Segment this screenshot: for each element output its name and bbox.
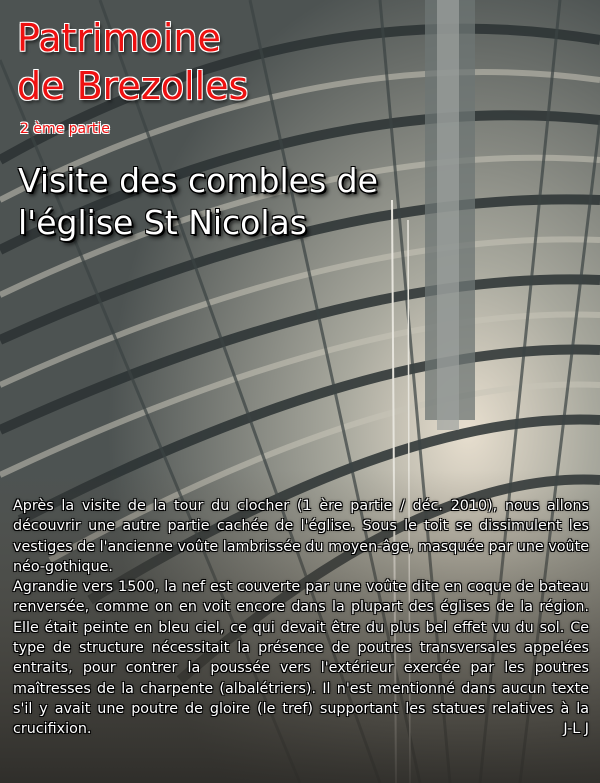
page-title xyxy=(17,14,248,110)
headline-line-1: Visite des combles de xyxy=(18,161,378,200)
article-paragraph-2 xyxy=(13,577,589,739)
article-headline xyxy=(18,160,458,244)
author-signature: J-L J xyxy=(563,721,589,738)
article-paragraph-1: Après la visite de la tour du clocher (1 ère partie / déc. 2010), nous allons découvrir une autre partie cachée de l'église. Sous le toit se dissimulent les vestiges de l'ancienne voûte lambrissée du moyen-âge, masquée par une voûte néo-gothique. xyxy=(13,498,589,575)
headline-line-2: l'église St Nicolas xyxy=(18,203,307,242)
title-line-2: de Brezolles xyxy=(17,64,249,108)
article-paragraph-2-text: Agrandie vers 1500, la nef est couverte par une voûte dite en coque de bateau renversée, comme on en voit encore dans la plupart des églises de la région. Elle était peinte en bleu ciel, ce qui devait être du plus bel effet vu du sol. Ce type de structure nécessitait la présence de poutres transversales appelées entraits, pour contrer la poussée vers l'extérieur exercée par les poutres maîtresses de la charpente (albalétriers). Il n'est mentionné dans aucun texte s'il y avait une poutre de gloire (le tref) supportant les statues relatives à la crucifixion. xyxy=(13,579,589,738)
article-body xyxy=(13,496,589,740)
title-line-1: Patrimoine xyxy=(17,16,221,60)
part-subtitle: 2 ème partie xyxy=(20,121,110,137)
